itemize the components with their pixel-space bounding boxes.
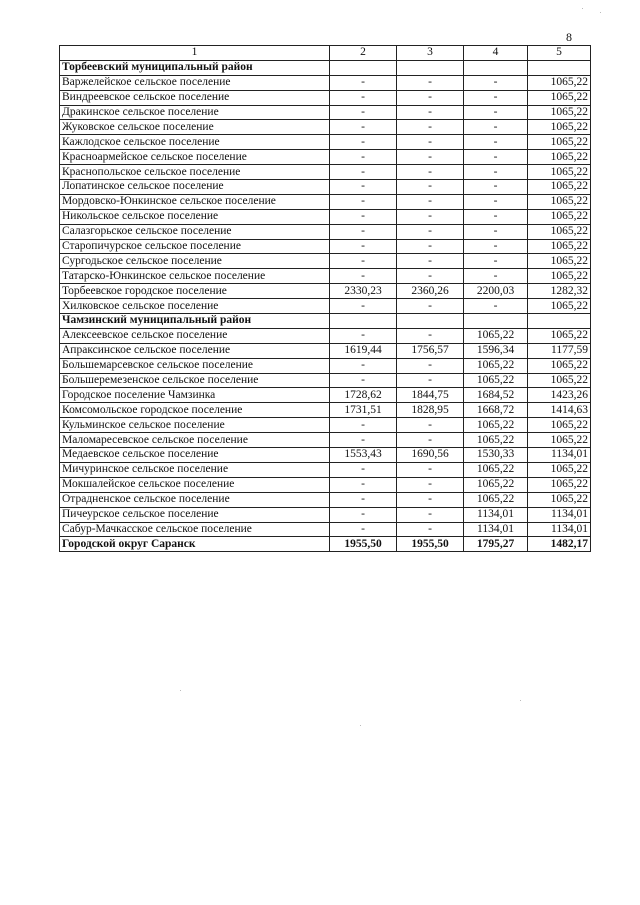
col5-cell: 1423,26 [528, 388, 591, 403]
col3-cell: - [397, 165, 464, 180]
table-row [60, 239, 591, 254]
col3-cell: - [397, 224, 464, 239]
col2-cell: - [330, 492, 397, 507]
table-row [60, 507, 591, 522]
col2-cell: - [330, 328, 397, 343]
col4-cell: 2200,03 [464, 284, 528, 299]
row-name-cell: Жуковское сельское поселение [60, 120, 330, 135]
col3-cell: - [397, 328, 464, 343]
table-row [60, 343, 591, 358]
section-row [60, 314, 591, 329]
table-row [60, 373, 591, 388]
col4-cell: 1065,22 [464, 462, 528, 477]
table-row [60, 120, 591, 135]
table-row [60, 492, 591, 507]
column-header-4: 4 [464, 46, 528, 61]
page-number: 8 [566, 30, 572, 44]
col3-cell: 1828,95 [397, 403, 464, 418]
col3-cell: - [397, 254, 464, 269]
col5-cell: 1065,22 [528, 75, 591, 90]
col4-cell: - [464, 269, 528, 284]
row-name-cell: Краснопольское сельское поселение [60, 165, 330, 180]
col4-cell: - [464, 150, 528, 165]
col3-cell: - [397, 462, 464, 477]
header-row [60, 46, 591, 61]
col5-cell: 1065,22 [528, 150, 591, 165]
col4-cell: 1065,22 [464, 418, 528, 433]
col2-cell: - [330, 224, 397, 239]
table-row [60, 358, 591, 373]
col4-cell: 1134,01 [464, 507, 528, 522]
row-name-cell: Никольское сельское поселение [60, 209, 330, 224]
table-row [60, 224, 591, 239]
col4-cell: - [464, 224, 528, 239]
scan-speck [582, 8, 583, 9]
table-row [60, 522, 591, 537]
row-name-cell: Сургодьское сельское поселение [60, 254, 330, 269]
col4-cell: - [464, 180, 528, 195]
col5-cell: 1065,22 [528, 165, 591, 180]
col3-cell: 1690,56 [397, 448, 464, 463]
col3-cell: - [397, 180, 464, 195]
col2-cell: - [330, 180, 397, 195]
table-row [60, 90, 591, 105]
row-name-cell: Маломаресевское сельское поселение [60, 433, 330, 448]
col3-cell: - [397, 150, 464, 165]
col2-cell: - [330, 120, 397, 135]
scan-speck [600, 12, 601, 13]
col2-cell: - [330, 433, 397, 448]
col5-cell: 1177,59 [528, 343, 591, 358]
row-name-cell: Мокшалейское сельское поселение [60, 477, 330, 492]
col4-cell: - [464, 254, 528, 269]
col5-cell: 1482,17 [528, 537, 591, 552]
col2-cell: - [330, 269, 397, 284]
col2-cell: - [330, 254, 397, 269]
table-row [60, 388, 591, 403]
col5-cell: 1134,01 [528, 507, 591, 522]
table-row [60, 299, 591, 314]
scan-speck [360, 725, 361, 726]
row-name-cell: Кульминское сельское поселение [60, 418, 330, 433]
col4-cell [464, 60, 528, 75]
col4-cell: - [464, 194, 528, 209]
table-row [60, 135, 591, 150]
scan-speck [180, 690, 181, 691]
col4-cell: - [464, 75, 528, 90]
col5-cell: 1065,22 [528, 477, 591, 492]
row-name-cell: Хилковское сельское поселение [60, 299, 330, 314]
col3-cell: - [397, 269, 464, 284]
col4-cell: 1684,52 [464, 388, 528, 403]
row-name-cell: Варжелейское сельское поселение [60, 75, 330, 90]
col2-cell: - [330, 165, 397, 180]
col4-cell: 1065,22 [464, 492, 528, 507]
table-row [60, 105, 591, 120]
col5-cell: 1065,22 [528, 433, 591, 448]
table-row [60, 328, 591, 343]
column-header-5: 5 [528, 46, 591, 61]
col4-cell: - [464, 105, 528, 120]
table-row [60, 433, 591, 448]
row-name-cell: Пичеурское сельское поселение [60, 507, 330, 522]
col5-cell: 1065,22 [528, 209, 591, 224]
col3-cell: - [397, 209, 464, 224]
col3-cell: - [397, 433, 464, 448]
column-header-3: 3 [397, 46, 464, 61]
data-table [59, 45, 591, 552]
col4-cell: - [464, 299, 528, 314]
col2-cell: 1619,44 [330, 343, 397, 358]
col4-cell: 1134,01 [464, 522, 528, 537]
col5-cell [528, 314, 591, 329]
section-row [60, 60, 591, 75]
col3-cell: - [397, 418, 464, 433]
col5-cell: 1134,01 [528, 448, 591, 463]
row-name-cell: Сабур-Мачкасское сельское поселение [60, 522, 330, 537]
row-name-cell: Старопичурское сельское поселение [60, 239, 330, 254]
table-row [60, 254, 591, 269]
col3-cell: - [397, 373, 464, 388]
column-header-2: 2 [330, 46, 397, 61]
row-name-cell: Татарско-Юнкинское сельское поселение [60, 269, 330, 284]
col5-cell: 1065,22 [528, 194, 591, 209]
col2-cell: - [330, 75, 397, 90]
col2-cell: - [330, 150, 397, 165]
col4-cell: 1065,22 [464, 477, 528, 492]
col5-cell: 1065,22 [528, 254, 591, 269]
col4-cell: 1668,72 [464, 403, 528, 418]
col2-cell: - [330, 135, 397, 150]
col2-cell: - [330, 373, 397, 388]
table-body [60, 60, 591, 551]
col4-cell [464, 314, 528, 329]
col4-cell: - [464, 120, 528, 135]
col5-cell: 1065,22 [528, 373, 591, 388]
col5-cell: 1065,22 [528, 269, 591, 284]
row-name-cell: Большеремезенское сельское поселение [60, 373, 330, 388]
row-name-cell: Медаевское сельское поселение [60, 448, 330, 463]
col3-cell: - [397, 90, 464, 105]
col2-cell: - [330, 522, 397, 537]
col5-cell: 1414,63 [528, 403, 591, 418]
col2-cell: - [330, 90, 397, 105]
col4-cell: 1065,22 [464, 433, 528, 448]
col5-cell: 1065,22 [528, 120, 591, 135]
col2-cell: - [330, 418, 397, 433]
col3-cell: - [397, 239, 464, 254]
col4-cell: - [464, 165, 528, 180]
row-name-cell: Дракинское сельское поселение [60, 105, 330, 120]
col3-cell: - [397, 135, 464, 150]
col5-cell: 1065,22 [528, 299, 591, 314]
column-header-1: 1 [60, 46, 330, 61]
col2-cell: - [330, 507, 397, 522]
col5-cell: 1065,22 [528, 105, 591, 120]
row-name-cell: Комсомольское городское поселение [60, 403, 330, 418]
table-row [60, 75, 591, 90]
row-name-cell: Мичуринское сельское поселение [60, 462, 330, 477]
table-row [60, 284, 591, 299]
col4-cell: 1795,27 [464, 537, 528, 552]
col3-cell: - [397, 507, 464, 522]
col5-cell: 1065,22 [528, 492, 591, 507]
col2-cell [330, 60, 397, 75]
col5-cell: 1065,22 [528, 135, 591, 150]
col3-cell: - [397, 120, 464, 135]
table-row [60, 462, 591, 477]
total-row [60, 537, 591, 552]
col2-cell: - [330, 462, 397, 477]
table-row [60, 180, 591, 195]
row-name-cell: Большемарсевское сельское поселение [60, 358, 330, 373]
col3-cell: - [397, 75, 464, 90]
col2-cell: - [330, 105, 397, 120]
col3-cell: - [397, 522, 464, 537]
table-row [60, 403, 591, 418]
col2-cell: - [330, 209, 397, 224]
col2-cell: - [330, 477, 397, 492]
row-name-cell: Виндреевское сельское поселение [60, 90, 330, 105]
col5-cell: 1134,01 [528, 522, 591, 537]
col2-cell: - [330, 358, 397, 373]
col5-cell: 1065,22 [528, 90, 591, 105]
col3-cell: - [397, 358, 464, 373]
col2-cell: - [330, 239, 397, 254]
col4-cell: - [464, 209, 528, 224]
row-name-cell: Лопатинское сельское поселение [60, 180, 330, 195]
table-row [60, 150, 591, 165]
table-row [60, 448, 591, 463]
row-name-cell: Городское поселение Чамзинка [60, 388, 330, 403]
scan-speck [520, 700, 521, 701]
row-name-cell: Отрадненское сельское поселение [60, 492, 330, 507]
col3-cell [397, 314, 464, 329]
row-name-cell: Апраксинское сельское поселение [60, 343, 330, 358]
col5-cell [528, 60, 591, 75]
col2-cell: 1728,62 [330, 388, 397, 403]
row-name-cell: Красноармейское сельское поселение [60, 150, 330, 165]
col2-cell [330, 314, 397, 329]
col3-cell: - [397, 492, 464, 507]
col3-cell: 2360,26 [397, 284, 464, 299]
col5-cell: 1065,22 [528, 462, 591, 477]
row-name-cell: Городской округ Саранск [60, 537, 330, 552]
col5-cell: 1065,22 [528, 239, 591, 254]
col4-cell: - [464, 135, 528, 150]
table-row [60, 165, 591, 180]
col2-cell: - [330, 194, 397, 209]
col3-cell: 1756,57 [397, 343, 464, 358]
row-name-cell: Мордовско-Юнкинское сельское поселение [60, 194, 330, 209]
col3-cell [397, 60, 464, 75]
col4-cell: 1065,22 [464, 373, 528, 388]
col2-cell: 1955,50 [330, 537, 397, 552]
col4-cell: 1596,34 [464, 343, 528, 358]
col4-cell: 1530,33 [464, 448, 528, 463]
col3-cell: - [397, 477, 464, 492]
col2-cell: 2330,23 [330, 284, 397, 299]
col3-cell: - [397, 105, 464, 120]
col2-cell: 1553,43 [330, 448, 397, 463]
col5-cell: 1065,22 [528, 328, 591, 343]
col5-cell: 1282,32 [528, 284, 591, 299]
row-name-cell: Торбеевский муниципальный район [60, 60, 330, 75]
col3-cell: 1844,75 [397, 388, 464, 403]
row-name-cell: Кажлодское сельское поселение [60, 135, 330, 150]
table-row [60, 477, 591, 492]
col4-cell: 1065,22 [464, 328, 528, 343]
col5-cell: 1065,22 [528, 180, 591, 195]
table-row [60, 418, 591, 433]
row-name-cell: Салазгорьское сельское поселение [60, 224, 330, 239]
table-row [60, 194, 591, 209]
col3-cell: - [397, 194, 464, 209]
col3-cell: 1955,50 [397, 537, 464, 552]
row-name-cell: Торбеевское городское поселение [60, 284, 330, 299]
col3-cell: - [397, 299, 464, 314]
col5-cell: 1065,22 [528, 358, 591, 373]
col4-cell: - [464, 90, 528, 105]
row-name-cell: Чамзинский муниципальный район [60, 314, 330, 329]
table-row [60, 209, 591, 224]
row-name-cell: Алексеевское сельское поселение [60, 328, 330, 343]
col5-cell: 1065,22 [528, 418, 591, 433]
col2-cell: 1731,51 [330, 403, 397, 418]
col4-cell: - [464, 239, 528, 254]
col2-cell: - [330, 299, 397, 314]
table-row [60, 269, 591, 284]
col4-cell: 1065,22 [464, 358, 528, 373]
col5-cell: 1065,22 [528, 224, 591, 239]
